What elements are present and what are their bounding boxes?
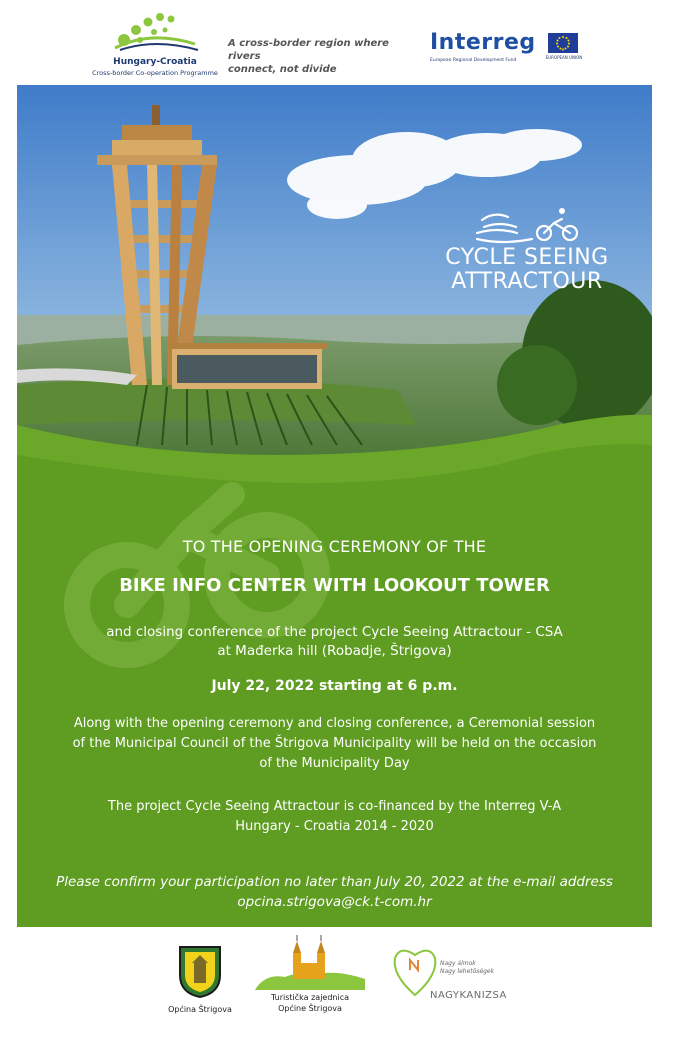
tourist-board-logo bbox=[250, 935, 370, 1020]
eu-flag-icon bbox=[548, 33, 578, 53]
tagline-line-2: connect, not divide bbox=[228, 64, 337, 75]
nagykanizsa-slogan-1: Nagy álmok bbox=[440, 960, 476, 967]
programme-name: Hungary-Croatia bbox=[113, 57, 197, 67]
strigova-label: Općina Štrigova bbox=[168, 1005, 232, 1014]
ceremonial-session-text bbox=[27, 714, 642, 774]
tourist-board-label-2: Općine Štrigova bbox=[278, 1004, 342, 1013]
financing-line-1: The project Cycle Seeing Attractour is co-financed by the Interreg V-A bbox=[107, 799, 562, 814]
programme-subtitle: Cross-border Co-operation Programme bbox=[92, 69, 218, 77]
interreg-fund-label: European Regional Development Fund bbox=[430, 58, 517, 63]
conference-text bbox=[17, 623, 652, 661]
rsvp-email-link[interactable]: opcina.strigova@ck.t-com.hr bbox=[237, 894, 432, 910]
conference-line-1: and closing conference of the project Cycle Seeing Attractour - CSA bbox=[106, 624, 563, 640]
interreg-logo bbox=[430, 30, 585, 70]
rsvp-line-1: Please confirm your participation no later than July 20, 2022 at the e-mail address bbox=[56, 874, 613, 890]
invitation-intro: TO THE OPENING CEREMONY OF THE bbox=[182, 537, 487, 556]
session-line-1: Along with the opening ceremony and closing conference, a Ceremonial session bbox=[73, 716, 596, 731]
rsvp-text bbox=[17, 872, 652, 912]
nagykanizsa-logo bbox=[390, 940, 525, 1015]
tagline-line-1: A cross-border region where rivers bbox=[228, 38, 389, 62]
hungary-croatia-logo bbox=[92, 10, 218, 80]
eu-label: EUROPEAN UNION bbox=[545, 55, 583, 60]
tourist-board-label-1: Turistička zajednica bbox=[270, 993, 350, 1002]
session-line-3: of the Municipality Day bbox=[259, 756, 410, 771]
programme-logo-icon bbox=[110, 10, 200, 54]
invitation-card bbox=[17, 85, 652, 927]
logo-line-1: CYCLE SEEING bbox=[445, 245, 609, 270]
financing-text bbox=[17, 797, 652, 837]
cyclist-wave-icon bbox=[472, 205, 582, 245]
financing-line-2: Hungary - Croatia 2014 - 2020 bbox=[235, 819, 434, 834]
strigova-municipality-logo bbox=[165, 945, 235, 1017]
invitation-title: BIKE INFO CENTER WITH LOOKOUT TOWER bbox=[119, 575, 550, 596]
tagline bbox=[228, 37, 418, 76]
nagykanizsa-slogan-2: Nagy lehetőségek bbox=[440, 968, 495, 975]
conference-line-2: at Mađerka hill (Robadje, Štrigova) bbox=[217, 643, 452, 659]
session-line-2: of the Municipal Council of the Štrigova Municipality will be held on the occasion bbox=[72, 736, 597, 751]
interreg-wordmark: Interreg bbox=[430, 30, 536, 55]
logo-line-2: ATTRACTOUR bbox=[451, 269, 603, 294]
coat-of-arms-icon bbox=[178, 945, 222, 999]
cycle-seeing-attractour-logo bbox=[442, 205, 612, 305]
nagykanizsa-label: NAGYKANIZSA bbox=[430, 990, 507, 1001]
event-date: July 22, 2022 starting at 6 p.m. bbox=[211, 678, 458, 694]
church-towers-icon bbox=[255, 935, 365, 990]
